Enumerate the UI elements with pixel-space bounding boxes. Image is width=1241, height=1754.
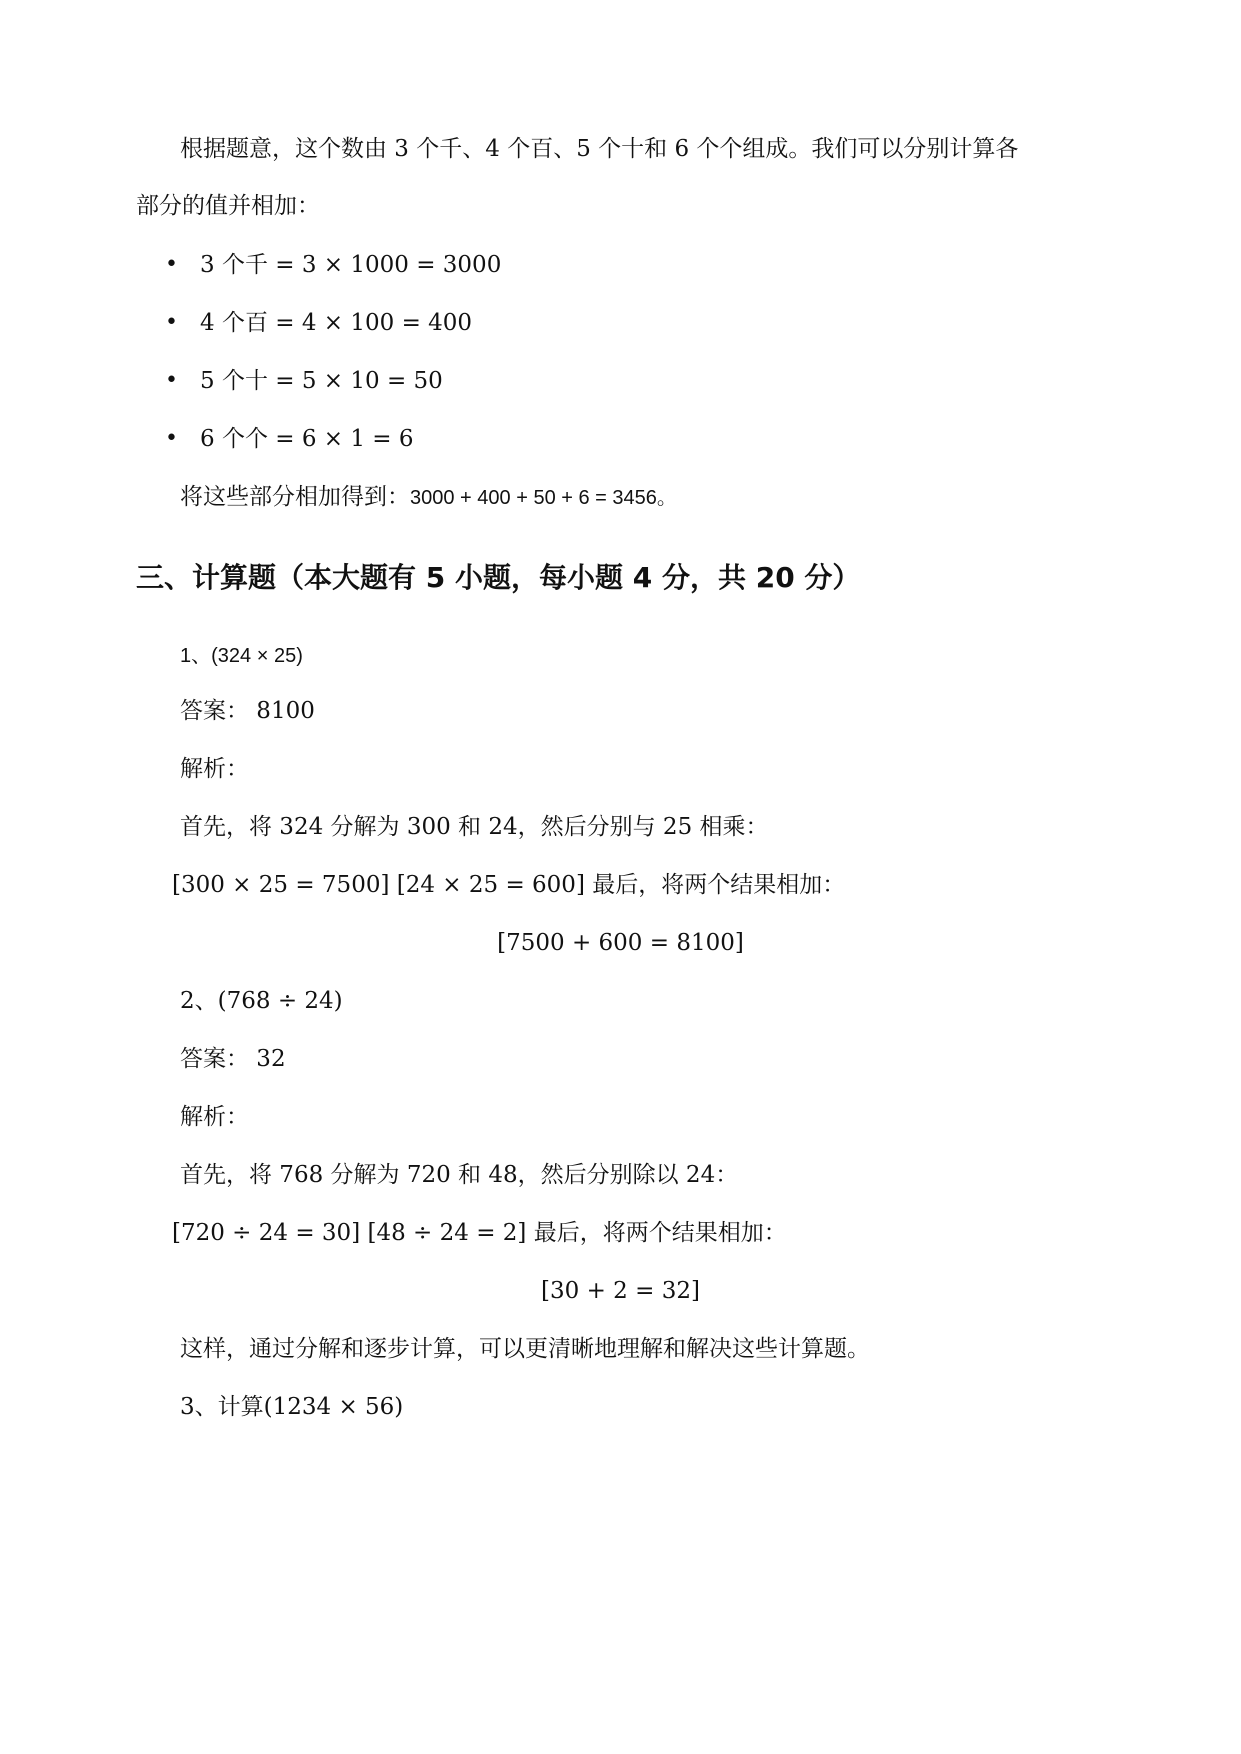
q1-step: 首先，将 324 分解为 300 和 24，然后分别与 25 相乘： [180,814,769,840]
q2-analysis-label: 解析： [180,1104,249,1130]
q1-title-expression: (324 × 25) [211,645,303,667]
bullet-item: 4 个百 = 4 × 100 = 400 [200,310,473,336]
bullet-dot-icon: • [165,310,178,335]
q2-title: 2、(768 ÷ 24) [180,988,343,1014]
q2-final-equation: [30 + 2 = 32] [541,1278,700,1304]
q1-equation-line: [300 × 25 = 7500] [24 × 25 = 600] 最后，将两个结果相加： [172,872,846,898]
bullet-dot-icon: • [165,426,178,451]
bullet-dot-icon: • [165,368,178,393]
q2-step: 首先，将 768 分解为 720 和 48，然后分别除以 24： [180,1162,739,1188]
bullet-dot-icon: • [165,252,178,277]
section-heading: 三、计算题（本大题有 5 小题，每小题 4 分，共 20 分） [136,561,861,594]
bullet-item: 6 个个 = 6 × 1 = 6 [200,426,414,452]
intro-line-2: 部分的值并相加： [136,193,320,219]
q2-summary: 这样，通过分解和逐步计算，可以更清晰地理解和解决这些计算题。 [180,1336,870,1362]
bullet-item: 3 个千 = 3 × 1000 = 3000 [200,252,502,278]
q2-equation-line: [720 ÷ 24 = 30] [48 ÷ 24 = 2] 最后，将两个结果相加： [172,1220,787,1246]
q1-answer: 答案： 8100 [180,698,315,724]
q1-final-equation: [7500 + 600 = 8100] [497,930,744,956]
q1-title-number: 1、 [180,645,212,667]
sum-line [180,482,677,513]
bullet-item: 5 个十 = 5 × 10 = 50 [200,368,443,394]
q3-title: 3、计算(1234 × 56) [180,1394,404,1420]
q1-analysis-label: 解析： [180,756,249,782]
sum-line-prefix: 将这些部分相加得到： [180,484,410,510]
q2-answer: 答案： 32 [180,1046,286,1072]
q1-title [180,640,303,671]
intro-line-1: 根据题意，这个数由 3 个千、4 个百、5 个十和 6 个个组成。我们可以分别计算各 [180,136,1019,162]
sum-line-expression: 3000 + 400 + 50 + 6 = 3456。 [410,487,677,509]
